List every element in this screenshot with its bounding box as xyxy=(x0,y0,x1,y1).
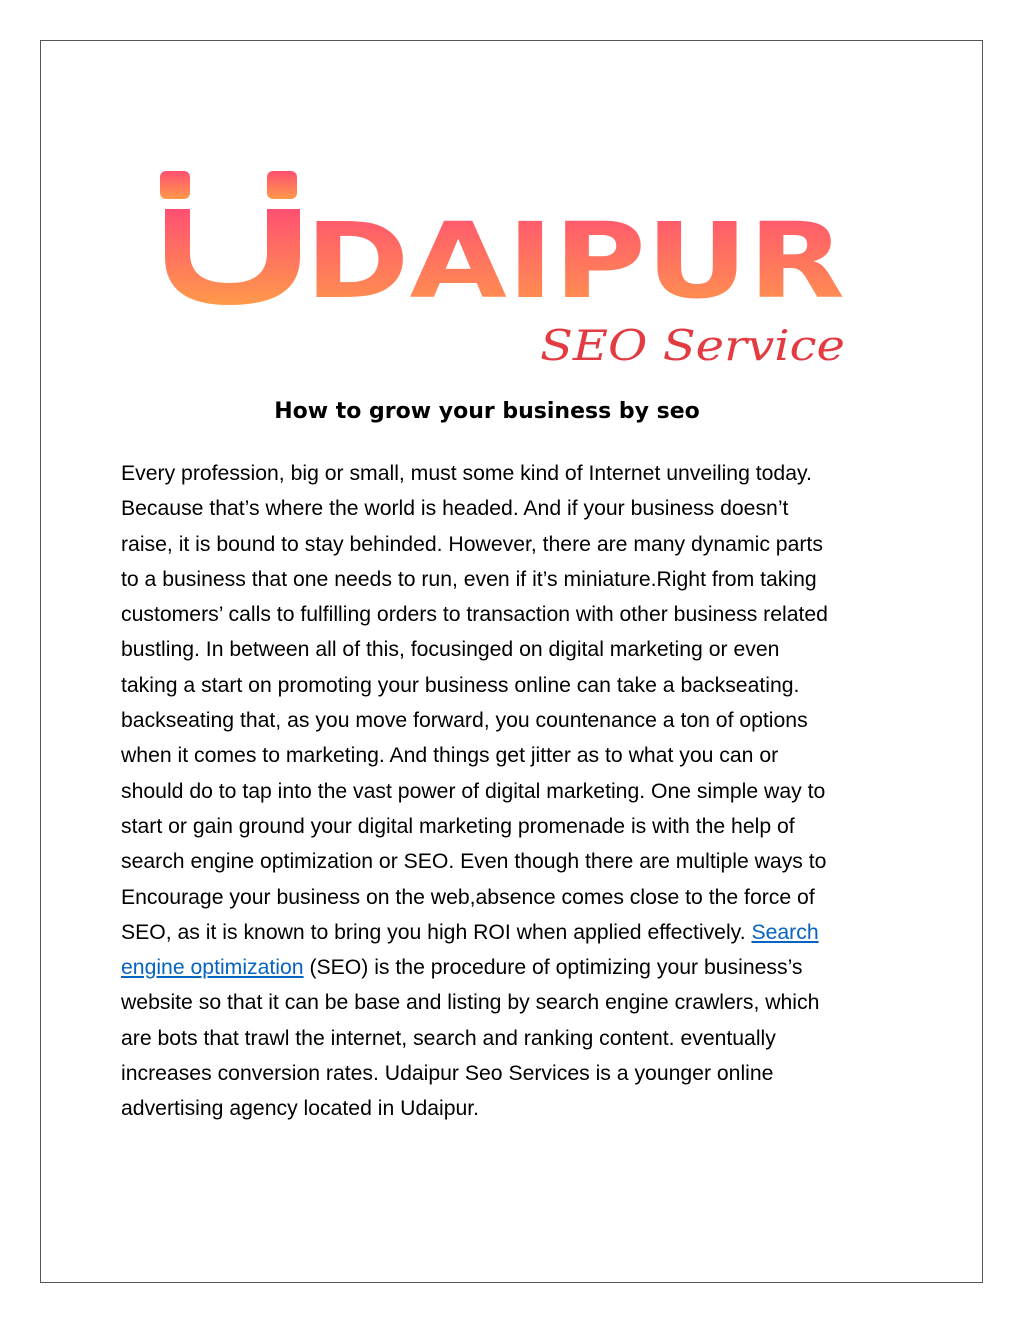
document-title: How to grow your business by seo xyxy=(274,399,700,424)
seo-link-line1[interactable]: Search xyxy=(751,920,819,944)
logo-subtitle: SEO Service xyxy=(540,321,845,370)
body-paragraph xyxy=(121,456,921,1127)
logo-u-mark xyxy=(165,209,300,305)
body-text-intro: Every profession, big or small, must some kind of Internet unveiling today. Because that’s where the world is headed. And if your business doesn’t raise, it is bound to stay behinded. However, there are many dynamic parts to a business that one needs to run, even if it’s miniature.Right from taking customers’ calls to fulfilling orders to transaction with other business related bustling. In between all of this, focusinged on digital marketing or even taking a start on promoting your business online can take a backseating. backseating that, as you move forward, you countenance a ton of options when it comes to marketing. And things get jitter as to what you can or should do to tap into the vast power of digital marketing. One simple way to start or gain ground your digital marketing promenade is with the help of search engine optimization or SEO. Even though there are multiple ways to Encourage your business on the web,absence comes close to the force of SEO, as it is known to bring you high ROI when applied effectively. xyxy=(121,462,828,944)
logo-wordmark: DAIPUR xyxy=(305,200,845,322)
seo-link-line2[interactable]: engine optimization xyxy=(121,956,304,980)
logo-dot-left xyxy=(160,171,190,199)
logo-dot-right xyxy=(267,171,297,199)
udaipur-seo-logo xyxy=(155,165,855,370)
body-text-outro: (SEO) is the procedure of optimizing your business’s website so that it can be base and listing by search engine crawlers, which are bots that trawl the internet, search and ranking content. eventually increases conversion rates. Udaipur Seo Services is a younger online advertising agency located in Udaipur. xyxy=(121,956,820,1121)
